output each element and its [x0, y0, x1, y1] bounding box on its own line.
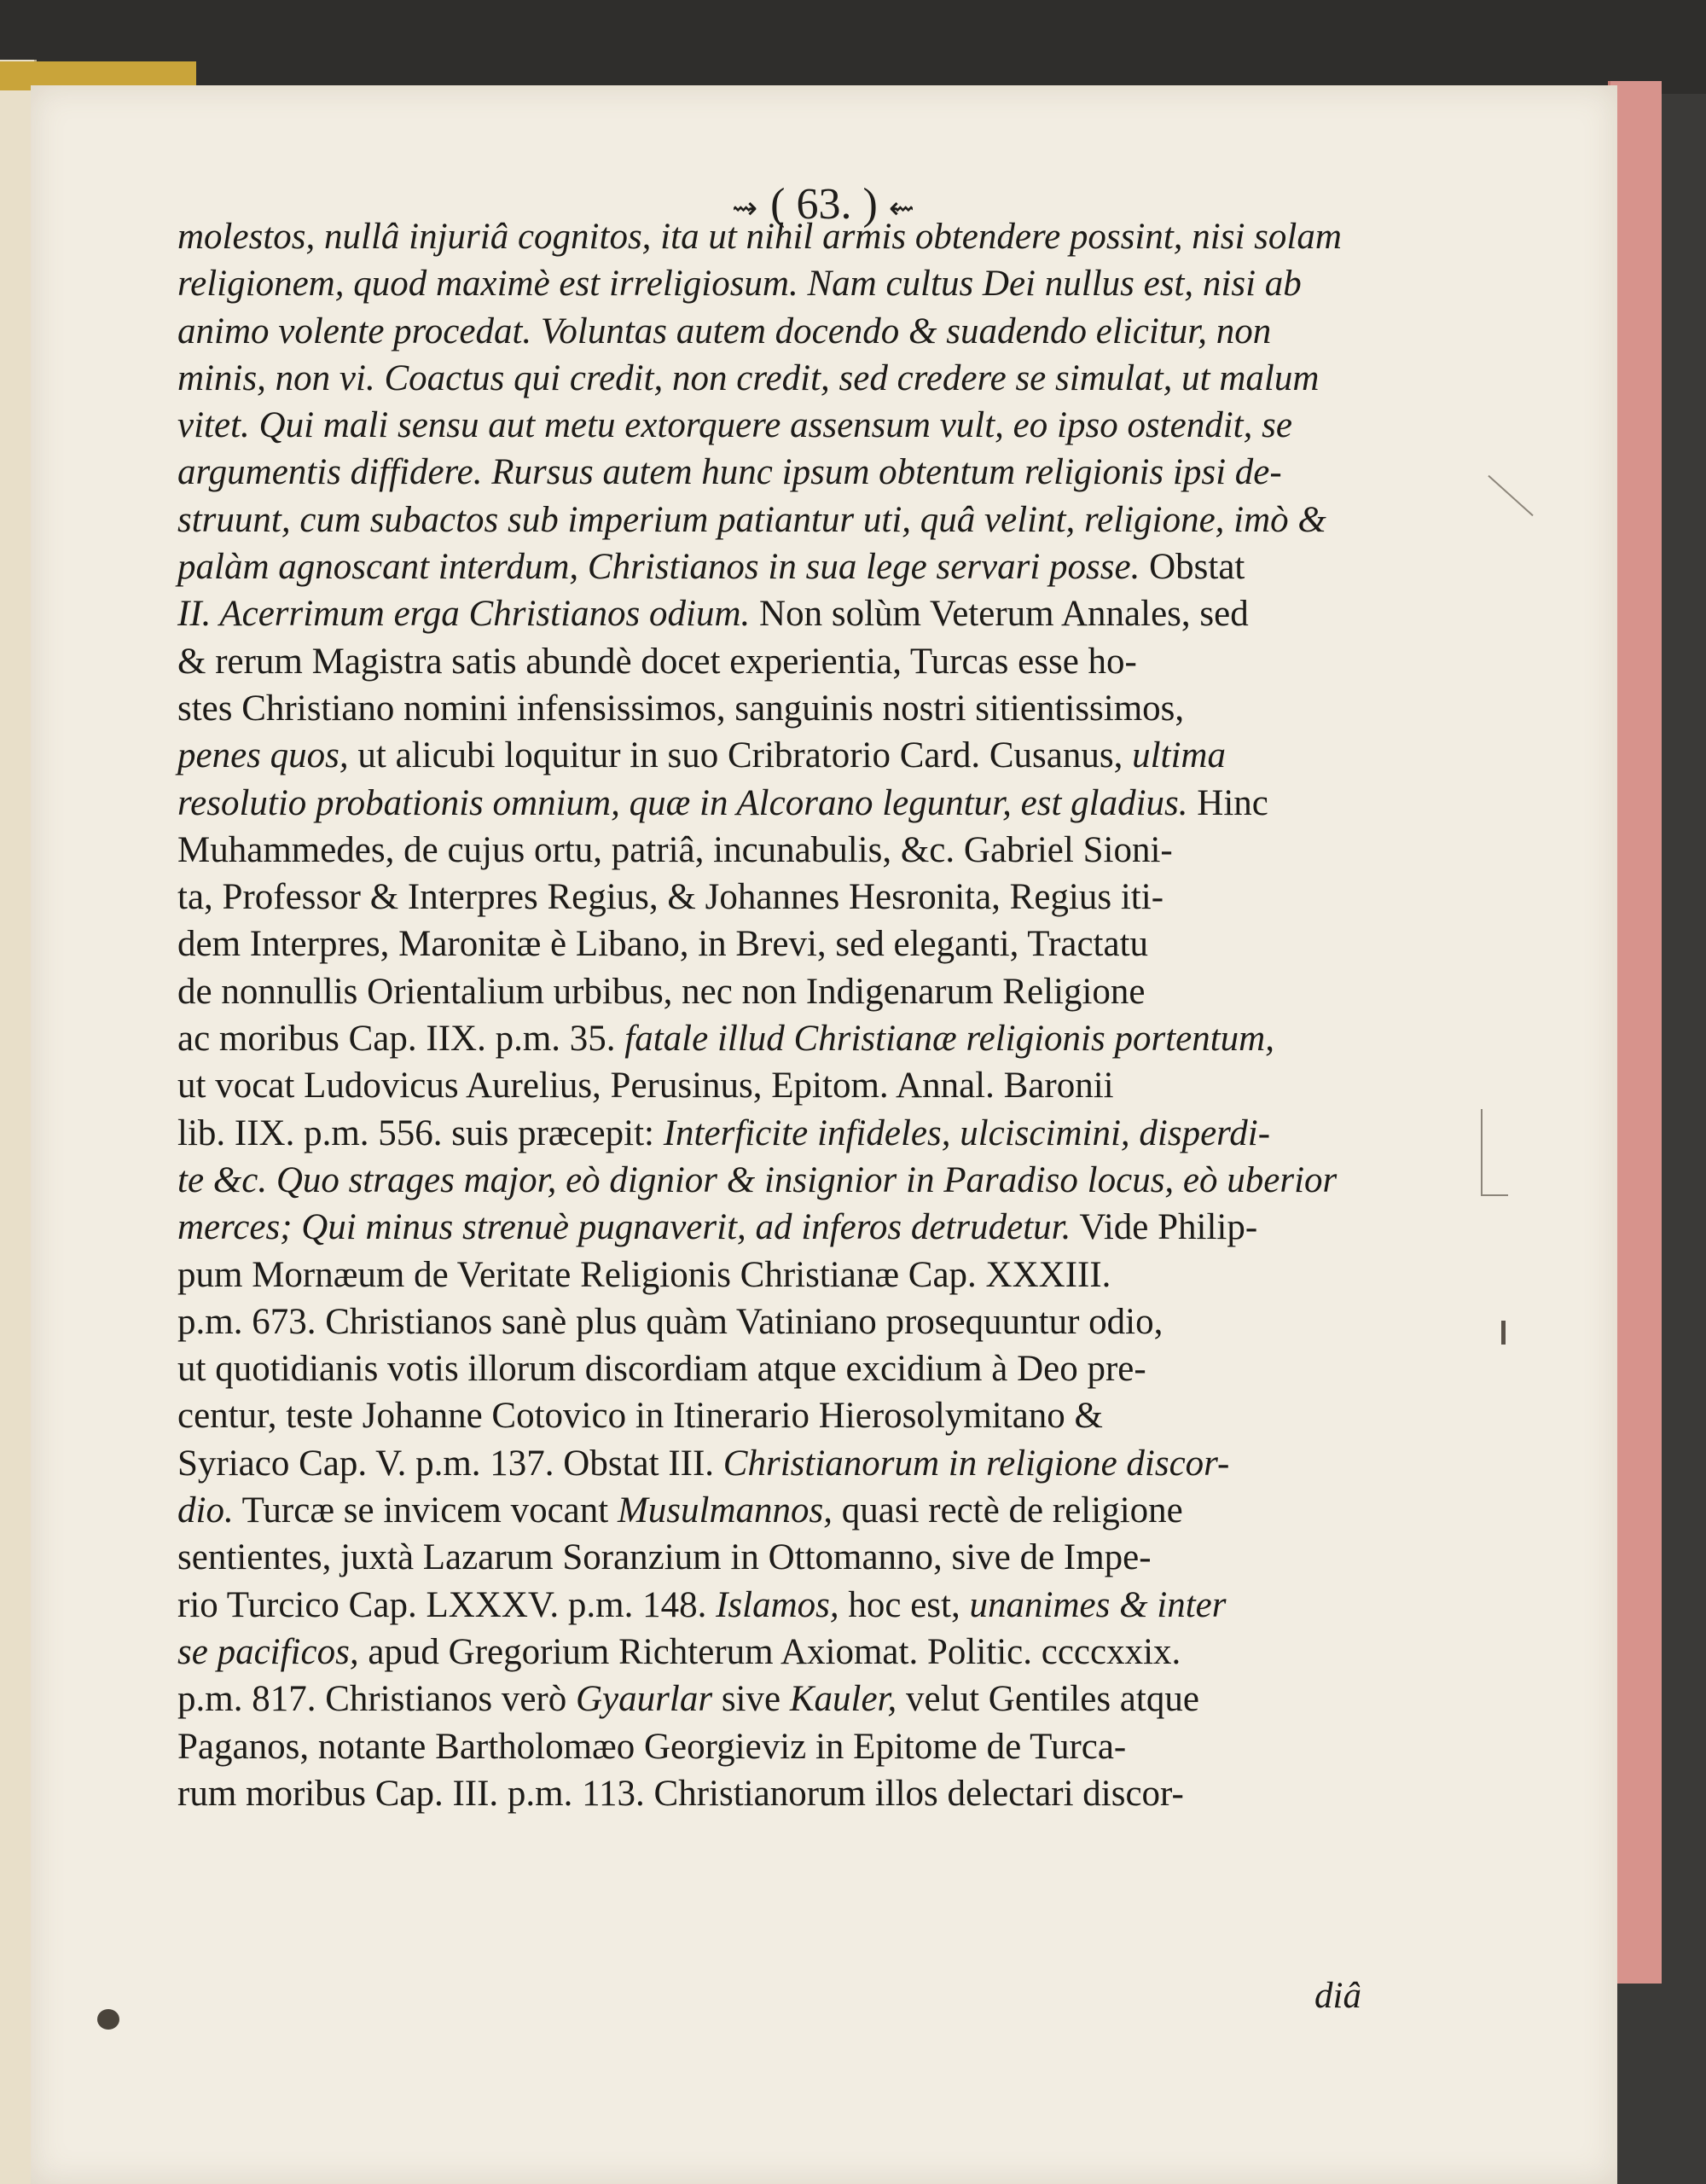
text-line: [177, 497, 1393, 543]
text-line: [177, 1392, 1393, 1439]
text-line: [177, 1534, 1393, 1581]
italic-text-segment: te &c. Quo strages major, eò dignior & insignior in Paradiso locus, eò uberior: [177, 1159, 1338, 1200]
roman-text-segment: de nonnullis Orientalium urbibus, nec non Indigenarum Religione: [177, 971, 1146, 1012]
roman-text-segment: ut vocat Ludovicus Aurelius, Perusinus, Epitom. Annal. Baronii: [177, 1066, 1114, 1107]
roman-text-segment: ut alicubi loquitur in suo Cribratorio Card. Cusanus,: [348, 735, 1133, 776]
text-line: [177, 1770, 1393, 1817]
roman-text-segment: p.m. 673. Christianos sanè plus quàm Vatiniano prosequuntur odio,: [177, 1301, 1163, 1342]
text-line: [177, 1440, 1393, 1487]
text-line: [177, 1015, 1393, 1062]
italic-text-segment: Interficite infideles, ulciscimini, disperdi-: [663, 1112, 1271, 1153]
italic-text-segment: animo volente procedat. Voluntas autem docendo & suadendo elicitur, non: [177, 311, 1272, 351]
roman-text-segment: centur, teste Johanne Cotovico in Itinerario Hierosolymitano &: [177, 1396, 1103, 1437]
text-line: [177, 685, 1393, 732]
roman-text-segment: Turcæ se invicem vocant: [233, 1490, 618, 1531]
text-line: [177, 543, 1393, 590]
italic-text-segment: argumentis diffidere. Rursus autem hunc ipsum obtentum religionis ipsi de-: [177, 452, 1282, 493]
text-line: [177, 732, 1393, 779]
italic-text-segment: unanimes & inter: [969, 1584, 1227, 1625]
catchword: diâ: [1314, 1976, 1361, 2016]
roman-text-segment: ac moribus Cap. IIX. p.m. 35.: [177, 1019, 625, 1060]
text-line: [177, 1110, 1393, 1157]
text-line: [177, 968, 1393, 1015]
roman-text-segment: stes Christiano nomini infensissimos, sanguinis nostri sitientissimos,: [177, 688, 1185, 729]
text-line: [177, 1157, 1393, 1204]
italic-text-segment: religionem, quod maximè est irreligiosum. Nam cultus Dei nullus est, nisi ab: [177, 264, 1302, 305]
text-line: [177, 260, 1393, 307]
page-body-text: [177, 213, 1393, 1817]
text-line: [177, 1676, 1393, 1722]
roman-text-segment: & rerum Magistra satis abundè docet experientia, Turcas esse ho-: [177, 641, 1137, 682]
roman-text-segment: ut quotidianis votis illorum discordiam atque excidium à Deo pre-: [177, 1349, 1146, 1390]
ink-blot: [97, 2009, 119, 2030]
roman-text-segment: velut Gentiles atque: [897, 1679, 1199, 1720]
italic-text-segment: resolutio probationis omnium, quæ in Alcorano leguntur, est gladius.: [177, 782, 1188, 823]
roman-text-segment: Hinc: [1187, 782, 1268, 823]
cover-board: [0, 0, 1706, 94]
italic-text-segment: penes quos,: [177, 735, 349, 776]
text-line: [177, 1298, 1393, 1345]
margin-mark: [1501, 1321, 1506, 1345]
text-line: [177, 1629, 1393, 1676]
text-line: [177, 874, 1393, 921]
roman-text-segment: sentientes, juxtà Lazarum Soranzium in Ottomanno, sive de Impe-: [177, 1537, 1152, 1578]
italic-text-segment: minis, non vi. Coactus qui credit, non credit, sed credere se simulat, ut malum: [177, 357, 1320, 398]
left-ornament-icon: ⇝: [732, 191, 760, 225]
italic-text-segment: merces; Qui minus strenuè pugnaverit, ad inferos detrudetur.: [177, 1207, 1071, 1248]
text-line: [177, 449, 1393, 496]
roman-text-segment: Paganos, notante Bartholomæo Georgieviz in Epitome de Turca-: [177, 1726, 1127, 1767]
text-line: [177, 1345, 1393, 1392]
book-page: [31, 85, 1617, 2184]
text-line: [177, 590, 1393, 637]
text-line: [177, 308, 1393, 355]
page-number: ( 63. ): [770, 180, 878, 229]
italic-text-segment: molestos, nullâ injuriâ cognitos, ita ut nihil armis obtendere possint, nisi solam: [177, 217, 1342, 257]
text-line: [177, 1252, 1393, 1298]
roman-text-segment: rum moribus Cap. III. p.m. 113. Christianorum illos delectari discor-: [177, 1773, 1184, 1814]
italic-text-segment: struunt, cum subactos sub imperium patiantur uti, quâ velint, religione, imò &: [177, 499, 1326, 540]
italic-text-segment: Islamos,: [716, 1584, 839, 1625]
italic-text-segment: Gyaurlar: [576, 1679, 713, 1720]
text-line: [177, 780, 1393, 827]
italic-text-segment: ultima: [1132, 735, 1226, 776]
pencil-bracket-mark: [1481, 1109, 1508, 1196]
italic-text-segment: II. Acerrimum erga Christianos odium.: [177, 594, 751, 635]
italic-text-segment: Christianorum in religione discor-: [722, 1443, 1230, 1484]
italic-text-segment: Musulmannos,: [617, 1490, 833, 1531]
roman-text-segment: apud Gregorium Richterum Axiomat. Politic. ccccxxix.: [358, 1631, 1181, 1672]
italic-text-segment: dio.: [177, 1490, 234, 1531]
text-line: [177, 1204, 1393, 1251]
text-line: [177, 1062, 1393, 1109]
roman-text-segment: quasi rectè de religione: [833, 1490, 1183, 1531]
roman-text-segment: Muhammedes, de cujus ortu, patriâ, incunabulis, &c. Gabriel Sioni-: [177, 829, 1173, 870]
roman-text-segment: pum Mornæum de Veritate Religionis Christianæ Cap. XXXIII.: [177, 1254, 1111, 1295]
text-line: [177, 355, 1393, 402]
italic-text-segment: vitet. Qui mali sensu aut metu extorquere assensum vult, eo ipso ostendit, se: [177, 405, 1292, 446]
text-line: [177, 1723, 1393, 1770]
text-line: [177, 1487, 1393, 1534]
roman-text-segment: Syriaco Cap. V. p.m. 137. Obstat III.: [177, 1443, 723, 1484]
text-line: [177, 638, 1393, 685]
italic-text-segment: se pacificos,: [177, 1631, 359, 1672]
roman-text-segment: rio Turcico Cap. LXXXV. p.m. 148.: [177, 1584, 717, 1625]
text-line: [177, 402, 1393, 449]
pencil-slash-mark: [1488, 475, 1533, 516]
text-line: [177, 1582, 1393, 1629]
text-line: [177, 213, 1393, 260]
right-ornament-icon: ⇜: [888, 191, 916, 225]
roman-text-segment: hoc est,: [838, 1584, 970, 1625]
roman-text-segment: p.m. 817. Christianos verò: [177, 1679, 576, 1720]
roman-text-segment: dem Interpres, Maronitæ è Libano, in Brevi, sed eleganti, Tractatu: [177, 924, 1149, 965]
italic-text-segment: fatale illud Christianæ religionis portentum,: [624, 1019, 1274, 1060]
roman-text-segment: Obstat: [1140, 547, 1245, 588]
roman-text-segment: ta, Professor & Interpres Regius, & Johannes Hesronita, Regius iti-: [177, 877, 1164, 918]
roman-text-segment: Non solùm Veterum Annales, sed: [750, 594, 1249, 635]
italic-text-segment: palàm agnoscant interdum, Christianos in sua lege servari posse.: [177, 547, 1140, 588]
text-line: [177, 827, 1393, 874]
italic-text-segment: Kauler,: [789, 1679, 897, 1720]
text-line: [177, 921, 1393, 967]
roman-text-segment: Vide Philip-: [1071, 1207, 1258, 1248]
roman-text-segment: sive: [712, 1679, 790, 1720]
roman-text-segment: lib. IIX. p.m. 556. suis præcepit:: [177, 1112, 664, 1153]
